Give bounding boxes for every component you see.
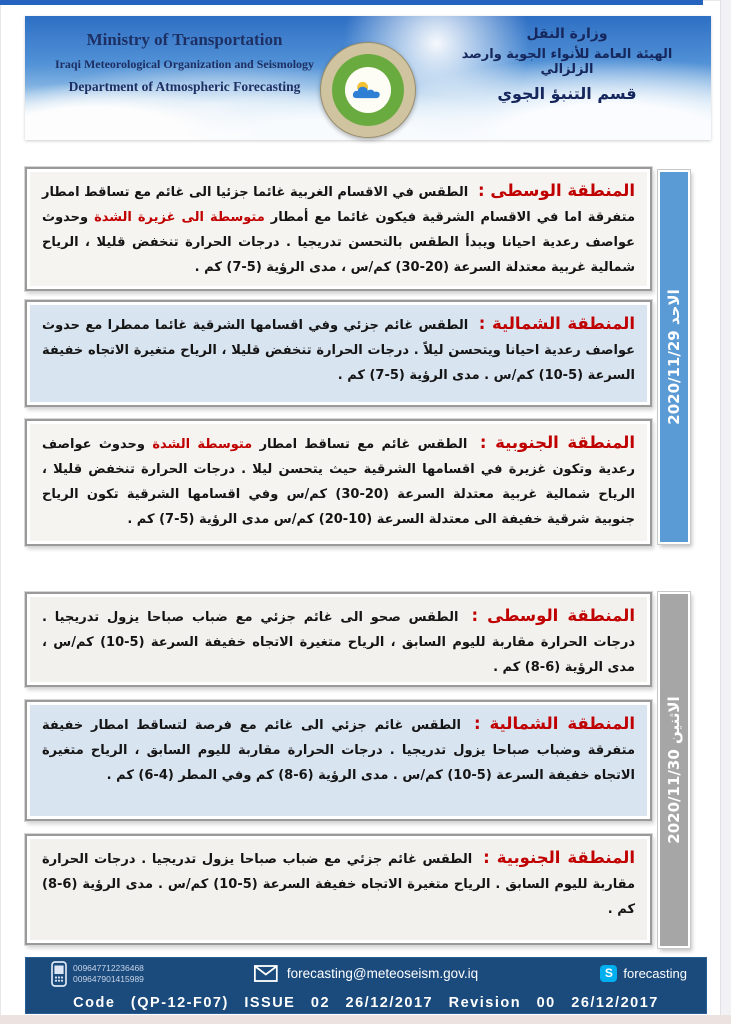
- phone-numbers: [73, 963, 144, 985]
- header-arabic-block: [439, 26, 695, 103]
- region-title: المنطقة الشمالية :: [464, 714, 635, 733]
- scan-edge-bottom: [0, 1015, 731, 1024]
- forecast-box-monday-central: [25, 592, 652, 687]
- region-body: الطقس غائم جزئي الى غائم مع فرصة لتساقط امطار خفيفة متفرقة وضباب صباحا يزول تدريجيا . درجات الحرارة مقاربة لليوم السابق ، الرياح متغيرة الاتجاه خفيفة السرعة (5-10) كم/س . مدى الرؤية (6-8) كم وفي المطر (4-6) كم .: [42, 718, 635, 783]
- ministry-title-en: Ministry of Transportation: [86, 30, 283, 49]
- region-body: الطقس في الاقسام الغربية غائما جزئيا الى غائم مع تساقط امطار متفرقة اما في الاقسام الشرقية فيكون غائما مع أمطار متوسطة الى غزيرة الشدة وحدوث عواصف رعدية احيانا ويبدأ الطقس بالتحسن تدريجيا . درجات الحرارة تنخفض قليلا ، الرياح شمالية غربية معتدلة السرعة (20-30) كم/س ، مدى الرؤية (5-7) كم .: [42, 185, 635, 275]
- phone-number-2: 009647901415989: [73, 974, 144, 984]
- date-label-sunday: الاحد 2020/11/29: [665, 289, 683, 425]
- forecast-box-monday-northern: [25, 700, 652, 821]
- region-title: المنطقة الجنوبية :: [476, 848, 635, 867]
- organization-title-ar: الهيئة العامة للأنواء الجوية وارصد الزلزالي: [461, 47, 673, 77]
- region-body: الطقس غائم مع تساقط امطار متوسطة الشدة وحدوث عواصف رعدية وتكون غزيرة في اقسامها الشرقية حيث يتحسن ليلا . درجات الحرارة تنخفض قليلا ، الرياح شمالية غربية معتدلة السرعة (20-30) كم/س وفي اقسامها الشرقية تكون الرياح جنوبية شرقية خفيفة الى معتدلة السرعة (10-20) كم/س مدى الرؤية (5-7) كم .: [42, 437, 635, 527]
- skype-icon: S: [600, 965, 617, 982]
- forecast-box-sunday-northern: [25, 300, 652, 407]
- region-title: المنطقة الشمالية :: [472, 314, 635, 333]
- scan-edge-top: [0, 0, 703, 5]
- footer-bar: [25, 957, 707, 1014]
- logo-green-ring: [332, 54, 404, 126]
- header-banner: [25, 16, 711, 140]
- phone-number-1: 009647712236468: [73, 962, 144, 973]
- forecast-box-sunday-central: [25, 167, 652, 291]
- region-title: المنطقة الوسطى :: [462, 606, 636, 625]
- phone-icon: [51, 961, 67, 987]
- region-title: المنطقة الوسطى :: [472, 181, 635, 200]
- ministry-title-ar: وزارة النقل: [526, 26, 608, 42]
- phone-contact: [51, 961, 144, 987]
- region-title: المنطقة الجنوبية :: [471, 433, 635, 452]
- region-body: الطقس صحو الى غائم جزئي مع ضباب صباحا يزول تدريجيا . درجات الحرارة مقاربة لليوم السابق ، الرياح متغيرة الاتجاه خفيفة السرعة (5-10) كم/س ، مدى الرؤية (6-8) كم .: [42, 610, 636, 675]
- skype-handle: forecasting: [623, 966, 687, 981]
- logo-center: [345, 67, 391, 113]
- document-code-line: Code (QP-12-F07) ISSUE 02 26/12/2017 Revision 00 26/12/2017: [73, 995, 659, 1011]
- org-logo-icon: [320, 42, 416, 138]
- email-contact: [254, 965, 478, 982]
- header-english-block: [37, 30, 332, 95]
- date-label-monday: الاثنين 2020/11/30: [665, 696, 683, 844]
- region-body: الطقس غائم جزئي وفي اقسامها الشرقية غائما ممطرا مع حدوث عواصف رعدية احيانا ويتحسن ليلاً . درجات الحرارة تنخفض قليلا ، الرياح متغيرة الاتجاه خفيفة السرعة (5-10) كم/س . مدى الرؤية (5-7) كم .: [42, 318, 635, 383]
- date-bar-sunday: [658, 170, 690, 544]
- forecast-box-monday-southern: [25, 834, 652, 945]
- skype-contact: [600, 965, 687, 982]
- scan-edge-right: [720, 0, 731, 1024]
- date-bar-monday: [658, 592, 690, 948]
- organization-title-en: Iraqi Meteorological Organization and Seismology: [54, 57, 315, 71]
- forecast-box-sunday-southern: [25, 419, 652, 546]
- department-title-ar: قسم التنبؤ الجوي: [497, 84, 637, 103]
- region-body: الطقس غائم جزئي مع ضباب صباحا يزول تدريجيا . درجات الحرارة مقاربة لليوم السابق . الرياح متغيرة الاتجاه خفيفة السرعة (5-10) كم/س . مدى الرؤية (6-8) كم .: [42, 852, 635, 917]
- cloud-sun-icon: [350, 79, 386, 101]
- department-title-en: Department of Atmospheric Forecasting: [68, 79, 301, 94]
- email-address: forecasting@meteoseism.gov.iq: [286, 966, 479, 981]
- envelope-icon: [254, 965, 278, 982]
